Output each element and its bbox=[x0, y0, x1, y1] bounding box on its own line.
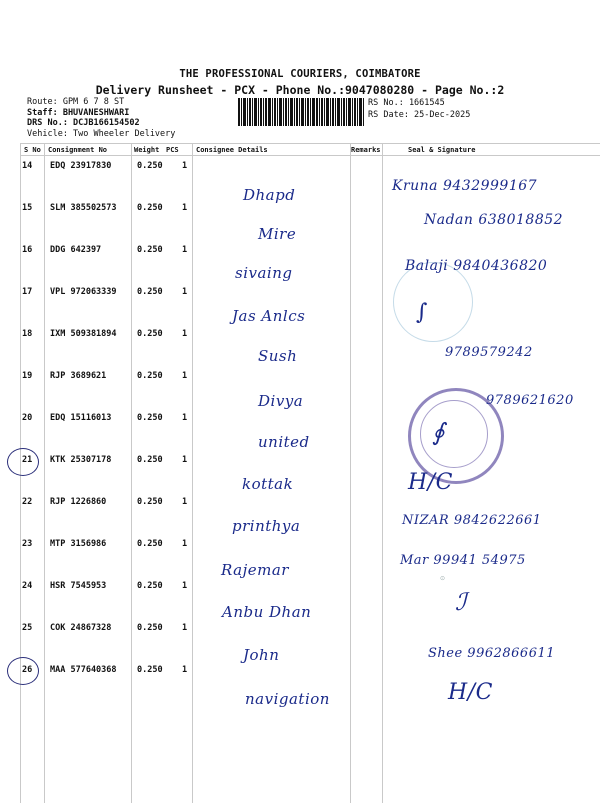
row-pcs: 1 bbox=[182, 161, 188, 171]
row-weight: 0.250 bbox=[137, 161, 163, 171]
row-consignee-handwriting: united bbox=[258, 433, 310, 451]
row-consignee-handwriting: Sush bbox=[258, 347, 298, 365]
runsheet-meta-right bbox=[368, 97, 470, 121]
row-weight: 0.250 bbox=[137, 329, 163, 339]
row-pcs: 1 bbox=[182, 287, 188, 297]
row-consignment: RJP 3689621 bbox=[50, 371, 107, 381]
row-consignment: KTK 25307178 bbox=[50, 455, 112, 465]
col-header-weight: Weight bbox=[134, 146, 160, 154]
row-consignment: RJP 1226860 bbox=[50, 497, 107, 507]
row-consignee-handwriting: John bbox=[243, 646, 280, 664]
row-weight: 0.250 bbox=[137, 455, 163, 465]
signature-scribble-icon: ℐ bbox=[455, 588, 467, 616]
row-sno: 26 bbox=[22, 665, 33, 675]
row-consignment: SLM 385502573 bbox=[50, 203, 117, 213]
row-signature-handwriting: Kruna 9432999167 bbox=[392, 178, 538, 194]
row-signature-handwriting: NIZAR 9842622661 bbox=[402, 513, 542, 528]
row-consignment: COK 24867328 bbox=[50, 623, 112, 633]
row-signature-handwriting: Balaji 9840436820 bbox=[405, 258, 548, 274]
runsheet-meta-left bbox=[27, 97, 175, 139]
row-sno: 15 bbox=[22, 203, 33, 213]
row-sno: 23 bbox=[22, 539, 33, 549]
row-signature-handwriting: Nadan 638018852 bbox=[424, 212, 564, 228]
row-consignment: HSR 7545953 bbox=[50, 581, 107, 591]
row-consignment: DDG 642397 bbox=[50, 245, 102, 255]
row-consignment: MAA 577640368 bbox=[50, 665, 117, 675]
row-pcs: 1 bbox=[182, 203, 188, 213]
row-weight: 0.250 bbox=[137, 287, 163, 297]
row-weight: 0.250 bbox=[137, 665, 163, 675]
rs-number: RS No.: 1661545 bbox=[368, 98, 445, 108]
rs-date: RS Date: 25-Dec-2025 bbox=[368, 110, 471, 120]
row-consignee-handwriting: Divya bbox=[258, 392, 304, 410]
row-sno: 17 bbox=[22, 287, 33, 297]
row-consignee-handwriting: Anbu Dhan bbox=[222, 603, 312, 621]
row-pcs: 1 bbox=[182, 455, 188, 465]
row-pcs: 1 bbox=[182, 329, 188, 339]
row-weight: 0.250 bbox=[137, 371, 163, 381]
row-pcs: 1 bbox=[182, 371, 188, 381]
col-header-sno: S No bbox=[24, 146, 41, 154]
page-subtitle: Delivery Runsheet - PCX - Phone No.:9047080280 - Page No.:2 bbox=[95, 83, 505, 97]
row-pcs: 1 bbox=[182, 413, 188, 423]
row-consignment: EDQ 23917830 bbox=[50, 161, 112, 171]
row-weight: 0.250 bbox=[137, 623, 163, 633]
staff-label: Staff: BHUVANESHWARI bbox=[27, 107, 130, 118]
row-signature-handwriting: 9789579242 bbox=[445, 345, 533, 360]
row-sno: 14 bbox=[22, 161, 33, 171]
barcode-image bbox=[238, 98, 364, 126]
row-signature-handwriting: H/C bbox=[408, 470, 453, 495]
row-consignee-handwriting: Rajemar bbox=[221, 561, 289, 579]
row-consignee-handwriting: sivaing bbox=[235, 264, 293, 282]
row-sno: 22 bbox=[22, 497, 33, 507]
page-title: THE PROFESSIONAL COURIERS, COIMBATORE bbox=[179, 68, 421, 80]
row-consignee-handwriting: printhya bbox=[232, 517, 301, 535]
row-consignment: IXM 509381894 bbox=[50, 329, 117, 339]
drs-label: DRS No.: DCJB166154502 bbox=[27, 118, 140, 128]
row-pcs: 1 bbox=[182, 497, 188, 507]
row-sno: 25 bbox=[22, 623, 33, 633]
col-header-seal: Seal & Signature bbox=[408, 146, 476, 154]
row-weight: 0.250 bbox=[137, 539, 163, 549]
faint-stamp-residue: ⊙ bbox=[440, 575, 446, 582]
business-seal-inner-ring bbox=[420, 400, 488, 468]
row-weight: 0.250 bbox=[137, 581, 163, 591]
col-header-consignee: Consignee Details bbox=[196, 146, 268, 154]
row-consignee-handwriting: kottak bbox=[242, 475, 294, 493]
row-consignee-handwriting: Mire bbox=[258, 225, 297, 243]
row-pcs: 1 bbox=[182, 623, 188, 633]
signature-scribble-icon: ∮ bbox=[432, 418, 446, 446]
row-signature-handwriting: H/C bbox=[448, 680, 493, 705]
row-pcs: 1 bbox=[182, 539, 188, 549]
row-consignment: VPL 972063339 bbox=[50, 287, 117, 297]
row-weight: 0.250 bbox=[137, 203, 163, 213]
col-header-consignment: Consignment No bbox=[48, 146, 108, 154]
col-header-pcs: PCS bbox=[166, 146, 179, 154]
row-consignee-handwriting: Dhapd bbox=[243, 186, 296, 204]
row-sno: 21 bbox=[22, 455, 33, 465]
row-pcs: 1 bbox=[182, 245, 188, 255]
row-weight: 0.250 bbox=[137, 497, 163, 507]
row-signature-handwriting: Shee 9962866611 bbox=[428, 646, 556, 661]
row-signature-handwriting: Mar 99941 54975 bbox=[400, 553, 526, 568]
row-weight: 0.250 bbox=[137, 413, 163, 423]
signature-scribble-icon: ∫ bbox=[416, 300, 428, 325]
row-sno: 18 bbox=[22, 329, 33, 339]
row-consignee-handwriting: Jas Anlcs bbox=[232, 307, 306, 325]
row-sno: 24 bbox=[22, 581, 33, 591]
row-signature-handwriting: 9789621620 bbox=[486, 393, 574, 408]
faded-seal-stamp bbox=[393, 262, 473, 342]
row-sno: 16 bbox=[22, 245, 33, 255]
row-weight: 0.250 bbox=[137, 245, 163, 255]
vehicle-label: Vehicle: Two Wheeler Delivery bbox=[27, 128, 176, 139]
route-label: Route: GPM 6 7 8 ST bbox=[27, 97, 125, 107]
col-header-remarks: Remarks bbox=[351, 146, 381, 154]
row-sno: 19 bbox=[22, 371, 33, 381]
row-pcs: 1 bbox=[182, 581, 188, 591]
row-consignee-handwriting: navigation bbox=[245, 690, 330, 708]
row-consignment: EDQ 15116013 bbox=[50, 413, 112, 423]
row-sno: 20 bbox=[22, 413, 33, 423]
row-pcs: 1 bbox=[182, 665, 188, 675]
row-consignment: MTP 3156986 bbox=[50, 539, 107, 549]
